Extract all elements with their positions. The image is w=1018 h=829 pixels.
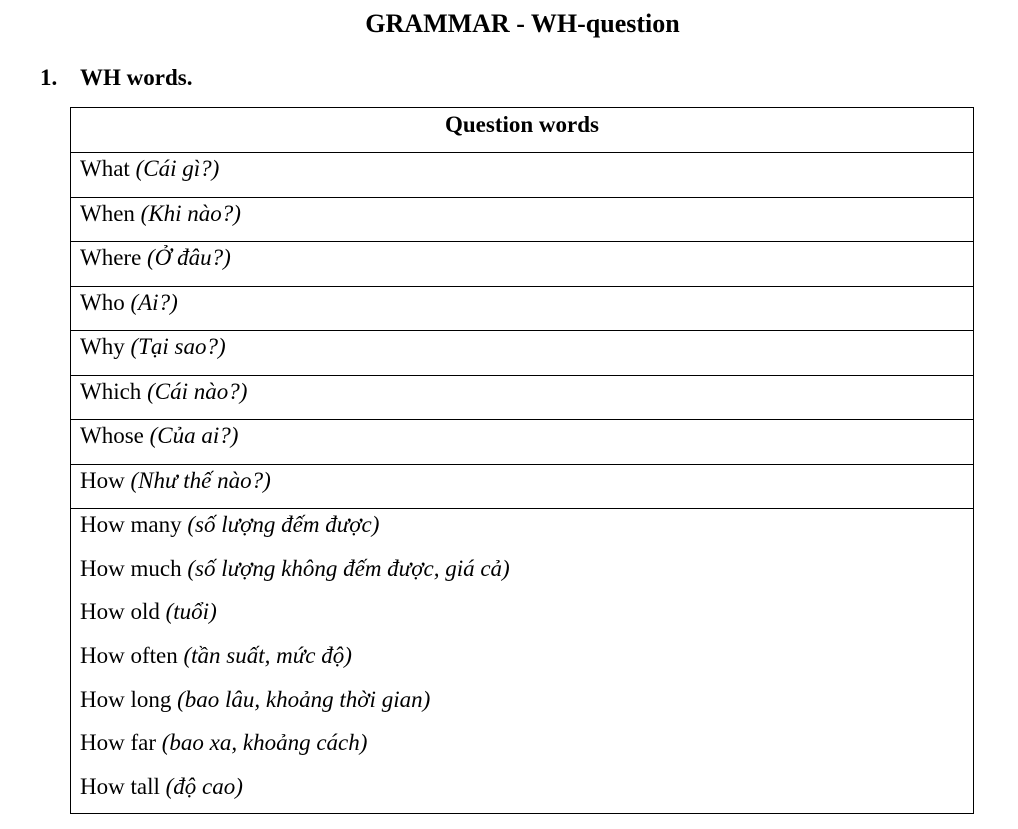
- table-row: [71, 287, 973, 332]
- question-word-meaning: (Cái gì?): [135, 156, 220, 181]
- table-row: [71, 331, 973, 376]
- question-word-meaning: (Khi nào?): [140, 200, 241, 226]
- question-word: How: [80, 467, 125, 493]
- how-phrase: How much: [80, 555, 182, 581]
- question-word-meaning: (Của ai?): [149, 423, 239, 448]
- question-word: When: [80, 200, 135, 226]
- list-item: [71, 771, 973, 815]
- section-heading-text: WH words.: [80, 65, 193, 90]
- how-phrase-meaning: (bao xa, khoảng cách): [161, 730, 368, 756]
- how-phrase: How far: [80, 730, 156, 756]
- table-row: [71, 198, 973, 243]
- question-word: Where: [80, 245, 142, 270]
- table-row: [71, 153, 973, 198]
- question-word: Why: [80, 334, 125, 359]
- question-word: What: [80, 156, 130, 181]
- list-item: [71, 553, 973, 597]
- list-item: [71, 684, 973, 728]
- list-item: [71, 640, 973, 684]
- question-word-meaning: (Ai?): [130, 289, 178, 315]
- how-phrase-meaning: (tuổi): [165, 599, 217, 625]
- document-title: GRAMMAR - WH-question: [365, 9, 680, 38]
- question-word-meaning: (Tại sao?): [130, 334, 226, 359]
- table-row: [71, 420, 973, 465]
- question-word-meaning: (Ở đâu?): [147, 245, 231, 270]
- list-item: [71, 509, 973, 553]
- how-phrase: How many: [80, 512, 182, 537]
- how-phrase: How tall: [80, 774, 160, 800]
- table-row: [71, 376, 973, 421]
- how-phrases-cell: [71, 509, 973, 815]
- table-header: Question words: [71, 108, 973, 153]
- how-phrase: How long: [80, 686, 172, 712]
- how-phrase: How old: [80, 599, 160, 625]
- how-phrase-meaning: (độ cao): [165, 774, 243, 800]
- table-row: [71, 465, 973, 510]
- how-phrase-meaning: (bao lâu, khoảng thời gian): [177, 686, 431, 712]
- how-phrase: How often: [80, 643, 178, 669]
- list-item: [71, 727, 973, 771]
- table-row: [71, 242, 973, 287]
- question-word: Which: [80, 378, 142, 404]
- list-item: [71, 596, 973, 640]
- section-heading: [40, 62, 192, 94]
- question-word: Who: [80, 289, 125, 315]
- how-phrase-meaning: (số lượng không đếm được, giá cả): [187, 555, 510, 581]
- question-word-meaning: (Cái nào?): [147, 378, 248, 404]
- section-number: 1.: [40, 65, 58, 90]
- how-phrase-meaning: (số lượng đếm được): [187, 512, 380, 537]
- question-word: Whose: [80, 423, 144, 448]
- how-phrase-meaning: (tần suất, mức độ): [183, 643, 352, 669]
- question-word-meaning: (Như thế nào?): [130, 467, 271, 493]
- question-words-table: [70, 107, 974, 814]
